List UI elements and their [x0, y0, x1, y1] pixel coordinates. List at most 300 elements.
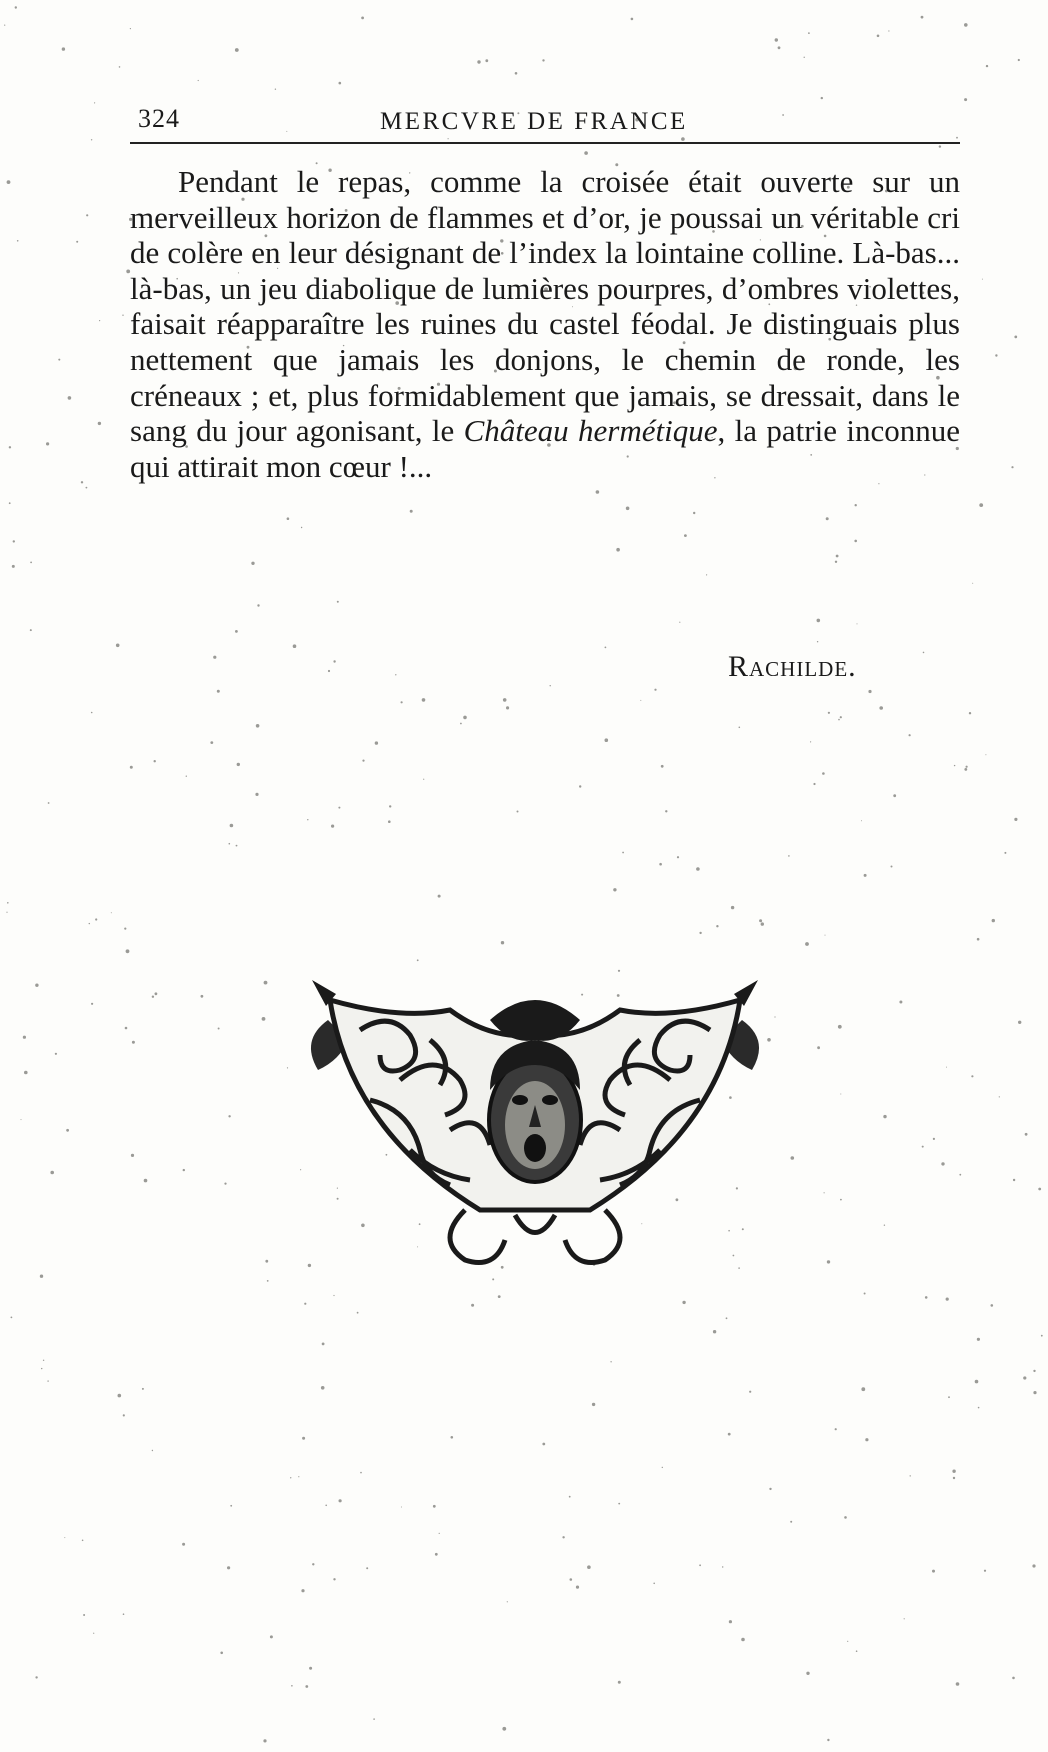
- paper-speck: [55, 1053, 57, 1055]
- paper-speck: [1033, 1391, 1036, 1394]
- paper-speck: [119, 66, 121, 68]
- paper-speck: [982, 279, 983, 280]
- paper-speck: [201, 995, 204, 998]
- paper-speck: [155, 992, 158, 995]
- paper-speck: [550, 685, 551, 686]
- paper-speck: [257, 604, 259, 606]
- paper-speck: [507, 1601, 508, 1602]
- paper-speck: [66, 1129, 69, 1132]
- paper-speck: [925, 1296, 928, 1299]
- paper-speck: [331, 825, 334, 828]
- paper-speck: [130, 766, 133, 769]
- paper-speck: [95, 918, 97, 920]
- paper-speck: [154, 760, 156, 762]
- paper-speck: [463, 716, 467, 720]
- paper-speck: [813, 783, 815, 785]
- paper-speck: [728, 1433, 731, 1436]
- paper-speck: [665, 810, 667, 812]
- paper-speck: [827, 1260, 830, 1263]
- paper-speck: [229, 843, 231, 845]
- paper-speck: [979, 503, 983, 507]
- paper-speck: [991, 1304, 994, 1307]
- paper-speck: [228, 1115, 230, 1117]
- paper-speck: [778, 46, 781, 49]
- paper-speck: [613, 888, 616, 891]
- paper-speck: [485, 59, 488, 62]
- paper-speck: [291, 1685, 293, 1687]
- paper-speck: [235, 630, 238, 633]
- paper-speck: [933, 1138, 935, 1140]
- paper-speck: [302, 1437, 305, 1440]
- paper-speck: [46, 442, 49, 445]
- paper-speck: [227, 1566, 230, 1569]
- paper-speck: [861, 1387, 865, 1391]
- paper-speck: [264, 981, 268, 985]
- paper-speck: [256, 724, 260, 728]
- paper-speck: [822, 772, 825, 775]
- paper-speck: [596, 490, 600, 494]
- paper-speck: [1004, 852, 1006, 854]
- paper-speck: [293, 644, 297, 648]
- paper-speck: [375, 741, 378, 744]
- paper-speck: [492, 1278, 494, 1280]
- paper-speck: [865, 1438, 868, 1441]
- paper-speck: [118, 1394, 122, 1398]
- paper-speck: [263, 1739, 266, 1742]
- paper-speck: [1014, 336, 1017, 339]
- paper-speck: [401, 1507, 402, 1508]
- paper-speck: [422, 698, 426, 702]
- paper-speck: [433, 1505, 436, 1508]
- paper-speck: [899, 1001, 902, 1004]
- paper-speck: [662, 1467, 663, 1468]
- paper-speck: [618, 1503, 620, 1505]
- paper-speck: [825, 935, 826, 936]
- paper-speck: [99, 320, 100, 321]
- paper-speck: [855, 504, 857, 506]
- paper-speck: [864, 1293, 866, 1295]
- paper-speck: [312, 1563, 314, 1565]
- paper-speck: [824, 1192, 825, 1193]
- paper-speck: [888, 30, 889, 31]
- paper-speck: [884, 1225, 885, 1226]
- paper-speck: [826, 517, 829, 520]
- paper-speck: [954, 765, 955, 766]
- paragraph-text-end: , la patrie inconnue qui attirait mon cœur !...: [130, 413, 960, 484]
- paper-speck: [255, 793, 258, 796]
- paper-speck: [788, 855, 790, 857]
- paper-speck: [15, 6, 17, 8]
- paper-speck: [305, 1685, 308, 1688]
- paragraph-text-start: Pendant le repas, comme la croisée était ouverte sur un merveilleux horizon de flammes et d’or, je poussai un véritable cri de colère en leur désignant de l’index la lointaine colline. Là-bas... là-bas, un jeu diabolique de lumières pourpres, d’ombres violettes, faisait réapparaître les ruines du castel féodal. Je distinguais plus nettement que jamais les donjons, le chemin de ronde, les créneaux ; et, plus formidablement que jamais, se dressait, dans le sang du jour agonisant, le: [130, 164, 960, 449]
- paper-speck: [515, 72, 518, 75]
- paper-speck: [761, 922, 764, 925]
- paper-speck: [130, 28, 131, 29]
- paper-speck: [460, 723, 462, 725]
- paper-speck: [946, 1067, 947, 1068]
- paper-speck: [333, 660, 335, 662]
- running-title: MERCVRE DE FRANCE: [380, 108, 688, 135]
- paper-speck: [791, 1156, 795, 1160]
- paper-speck: [731, 906, 734, 909]
- paper-speck: [995, 354, 997, 356]
- paper-speck: [111, 912, 112, 913]
- paper-speck: [86, 214, 88, 216]
- paper-speck: [883, 1115, 886, 1118]
- paper-speck: [230, 1505, 232, 1507]
- paper-speck: [775, 38, 778, 41]
- paper-speck: [4, 25, 5, 26]
- paper-speck: [654, 689, 656, 691]
- paper-speck: [236, 845, 238, 847]
- paper-speck: [301, 1589, 304, 1592]
- paper-speck: [126, 949, 130, 953]
- paper-speck: [857, 623, 858, 624]
- paper-speck: [503, 698, 507, 702]
- paper-speck: [275, 89, 276, 90]
- paper-speck: [808, 32, 810, 34]
- paper-speck: [94, 102, 95, 103]
- paper-speck: [964, 23, 968, 27]
- paper-speck: [82, 1540, 84, 1542]
- paper-speck: [861, 820, 862, 821]
- paper-speck: [339, 82, 342, 85]
- paper-speck: [542, 1443, 545, 1446]
- paper-speck: [439, 1533, 440, 1534]
- paper-speck: [1025, 1133, 1028, 1136]
- paper-speck: [287, 1067, 288, 1068]
- paper-speck: [840, 716, 842, 718]
- paper-speck: [1013, 1179, 1015, 1181]
- italic-title: Château hermétique: [463, 413, 718, 449]
- paper-speck: [610, 1361, 611, 1362]
- paper-speck: [435, 1553, 438, 1556]
- paper-speck: [542, 59, 544, 61]
- paper-speck: [682, 1301, 685, 1304]
- paper-speck: [9, 446, 11, 448]
- paper-speck: [893, 794, 896, 797]
- paper-speck: [904, 1618, 905, 1619]
- paper-speck: [1038, 1188, 1041, 1191]
- paper-speck: [186, 776, 187, 777]
- paper-speck: [969, 712, 971, 714]
- paper-speck: [438, 895, 441, 898]
- paper-speck: [640, 700, 641, 701]
- paper-speck: [81, 481, 83, 483]
- paper-speck: [362, 760, 364, 762]
- paper-speck: [401, 701, 403, 703]
- body-paragraph: [130, 164, 960, 484]
- paper-speck: [30, 629, 32, 631]
- paper-speck: [978, 1407, 980, 1409]
- paper-speck: [98, 422, 101, 425]
- paper-speck: [48, 802, 50, 804]
- paper-speck: [726, 1317, 728, 1319]
- paper-speck: [183, 1169, 185, 1171]
- paper-speck: [921, 16, 924, 19]
- paper-speck: [7, 180, 11, 184]
- paper-speck: [410, 510, 413, 513]
- paper-speck: [932, 1570, 935, 1573]
- paper-speck: [7, 902, 9, 904]
- paper-speck: [224, 1183, 226, 1185]
- paper-speck: [946, 1298, 949, 1301]
- paper-speck: [322, 1343, 325, 1346]
- paper-speck: [388, 820, 391, 823]
- paper-speck: [124, 928, 126, 930]
- paper-speck: [838, 719, 840, 721]
- paper-speck: [64, 1537, 65, 1538]
- paper-speck: [477, 60, 480, 63]
- paper-speck: [423, 779, 424, 780]
- paper-speck: [759, 919, 762, 922]
- paper-speck: [579, 785, 581, 787]
- paper-speck: [11, 1317, 13, 1319]
- paper-speck: [24, 1071, 28, 1075]
- paper-speck: [677, 856, 679, 858]
- paper-speck: [471, 1304, 474, 1307]
- paper-speck: [389, 805, 391, 807]
- paper-speck: [817, 641, 818, 642]
- paper-speck: [835, 1428, 837, 1430]
- paper-speck: [941, 1162, 944, 1165]
- paper-speck: [959, 1174, 961, 1176]
- paper-speck: [235, 48, 239, 52]
- paper-speck: [17, 240, 19, 242]
- paper-speck: [592, 1403, 595, 1406]
- paper-speck: [262, 1017, 266, 1021]
- paper-speck: [1041, 1335, 1043, 1337]
- paper-speck: [605, 647, 607, 649]
- paper-speck: [91, 712, 93, 714]
- paper-speck: [62, 47, 65, 50]
- paper-speck: [328, 670, 330, 672]
- paper-speck: [307, 819, 308, 820]
- paper-speck: [835, 561, 837, 563]
- paper-speck: [41, 1368, 42, 1369]
- paper-speck: [1033, 1370, 1035, 1372]
- paper-speck: [131, 1154, 134, 1157]
- paper-speck: [217, 690, 220, 693]
- paper-speck: [325, 1505, 327, 1507]
- paper-speck: [806, 1672, 809, 1675]
- paper-speck: [616, 548, 620, 552]
- paper-speck: [30, 562, 32, 564]
- paper-speck: [337, 601, 339, 603]
- paper-speck: [361, 17, 364, 20]
- paper-speck: [964, 98, 967, 101]
- paper-speck: [182, 1543, 185, 1546]
- grotesque-mask-tailpiece-icon: [290, 980, 780, 1270]
- paper-speck: [891, 866, 893, 868]
- paper-speck: [986, 65, 988, 67]
- header-rule: [130, 142, 960, 144]
- paper-speck: [338, 807, 340, 809]
- paper-speck: [699, 932, 701, 934]
- paper-speck: [304, 1303, 306, 1305]
- paper-speck: [810, 741, 811, 742]
- paper-speck: [864, 874, 867, 877]
- paper-speck: [910, 1475, 911, 1476]
- paper-speck: [144, 1179, 148, 1183]
- paper-speck: [909, 734, 911, 736]
- paper-speck: [847, 1641, 848, 1642]
- paper-speck: [977, 938, 980, 941]
- paper-speck: [501, 941, 504, 944]
- paper-speck: [844, 1516, 847, 1519]
- paper-speck: [213, 656, 216, 659]
- author-signature: Rachilde.: [728, 650, 857, 683]
- paper-speck: [198, 80, 199, 81]
- paper-speck: [953, 1477, 955, 1479]
- paper-speck: [618, 970, 620, 972]
- paper-speck: [729, 1620, 732, 1623]
- paper-speck: [716, 925, 718, 927]
- paper-speck: [142, 1388, 144, 1390]
- paper-speck: [828, 712, 830, 714]
- paper-speck: [93, 1633, 94, 1634]
- paper-speck: [125, 1027, 128, 1030]
- paper-speck: [713, 1330, 716, 1333]
- paper-speck: [699, 1564, 701, 1566]
- paper-speck: [123, 1613, 125, 1615]
- paper-speck: [12, 565, 15, 568]
- paper-speck: [877, 35, 880, 38]
- paper-speck: [992, 919, 995, 922]
- paper-speck: [152, 996, 154, 998]
- paper-speck: [679, 622, 680, 623]
- paper-speck: [693, 512, 695, 514]
- paper-speck: [821, 97, 823, 99]
- paper-speck: [366, 1567, 368, 1569]
- paper-speck: [790, 1521, 792, 1523]
- paper-speck: [1023, 1376, 1026, 1379]
- paper-speck: [395, 674, 396, 675]
- paper-speck: [91, 139, 92, 140]
- paper-speck: [817, 619, 821, 623]
- paper-speck: [86, 487, 88, 489]
- paper-speck: [964, 768, 967, 771]
- paper-speck: [618, 1681, 621, 1684]
- paper-speck: [977, 1338, 980, 1341]
- paper-speck: [972, 583, 973, 584]
- paper-speck: [985, 754, 986, 755]
- paper-speck: [333, 1578, 335, 1580]
- paper-speck: [827, 1739, 829, 1741]
- paper-speck: [267, 1280, 269, 1282]
- paper-speck: [854, 540, 857, 543]
- paper-speck: [1012, 1677, 1015, 1680]
- paper-speck: [739, 727, 741, 729]
- paper-speck: [309, 1667, 312, 1670]
- paper-speck: [301, 527, 302, 528]
- paper-speck: [123, 1414, 125, 1416]
- paper-speck: [749, 1391, 751, 1393]
- paper-speck: [741, 1638, 745, 1642]
- page-header: [130, 100, 960, 146]
- paper-speck: [1032, 1564, 1035, 1567]
- paper-speck: [360, 1472, 362, 1474]
- paper-speck: [417, 959, 419, 961]
- paper-speck: [569, 1496, 571, 1498]
- paper-speck: [631, 18, 634, 21]
- paper-speck: [684, 534, 687, 537]
- paper-speck: [804, 57, 805, 58]
- paper-speck: [132, 1041, 135, 1044]
- paper-speck: [9, 502, 11, 504]
- paper-speck: [622, 852, 624, 854]
- paper-speck: [357, 1312, 359, 1314]
- paper-speck: [706, 574, 707, 575]
- paper-speck: [21, 1119, 22, 1120]
- paper-speck: [838, 1025, 842, 1029]
- paper-speck: [605, 738, 609, 742]
- paper-speck: [984, 1570, 986, 1572]
- paper-speck: [333, 1295, 334, 1296]
- paper-speck: [298, 1476, 299, 1477]
- paper-speck: [653, 1583, 655, 1585]
- paper-speck: [922, 1146, 924, 1148]
- paper-speck: [47, 1380, 48, 1381]
- paper-speck: [517, 811, 519, 813]
- paper-speck: [91, 1003, 93, 1005]
- paper-speck: [817, 1046, 820, 1049]
- paper-speck: [339, 1499, 342, 1502]
- paper-speck: [971, 1075, 973, 1077]
- paper-speck: [35, 1676, 37, 1678]
- paper-speck: [237, 763, 240, 766]
- paper-speck: [220, 1652, 223, 1655]
- paper-speck: [999, 1096, 1000, 1097]
- paper-speck: [40, 1275, 43, 1278]
- paper-speck: [122, 315, 123, 316]
- paper-speck: [287, 517, 290, 520]
- paper-speck: [587, 1565, 591, 1569]
- paper-speck: [502, 1727, 506, 1731]
- paper-speck: [975, 1380, 979, 1384]
- paper-speck: [83, 1614, 85, 1616]
- paper-speck: [576, 1586, 579, 1589]
- paper-speck: [451, 1436, 454, 1439]
- paper-speck: [50, 1171, 54, 1175]
- paper-speck: [966, 766, 968, 768]
- paper-speck: [43, 1360, 44, 1361]
- paper-speck: [23, 1036, 26, 1039]
- paper-speck: [76, 241, 78, 243]
- paper-speck: [661, 765, 664, 768]
- paper-speck: [584, 151, 588, 155]
- paper-speck: [956, 1682, 960, 1686]
- paper-speck: [1014, 818, 1017, 821]
- paper-speck: [35, 984, 38, 987]
- paper-speck: [321, 1386, 325, 1390]
- paper-speck: [923, 652, 925, 654]
- paper-speck: [152, 1450, 153, 1451]
- paper-speck: [948, 1396, 950, 1398]
- paper-speck: [116, 644, 120, 648]
- paper-speck: [270, 1635, 273, 1638]
- paper-speck: [218, 1028, 220, 1030]
- paper-speck: [6, 912, 7, 913]
- paper-speck: [659, 863, 662, 866]
- paper-speck: [210, 741, 213, 744]
- paper-speck: [840, 1094, 841, 1095]
- paper-speck: [68, 396, 72, 400]
- paper-speck: [696, 867, 700, 871]
- paper-speck: [570, 1578, 573, 1581]
- paper-speck: [1018, 59, 1020, 61]
- paper-speck: [498, 1295, 501, 1298]
